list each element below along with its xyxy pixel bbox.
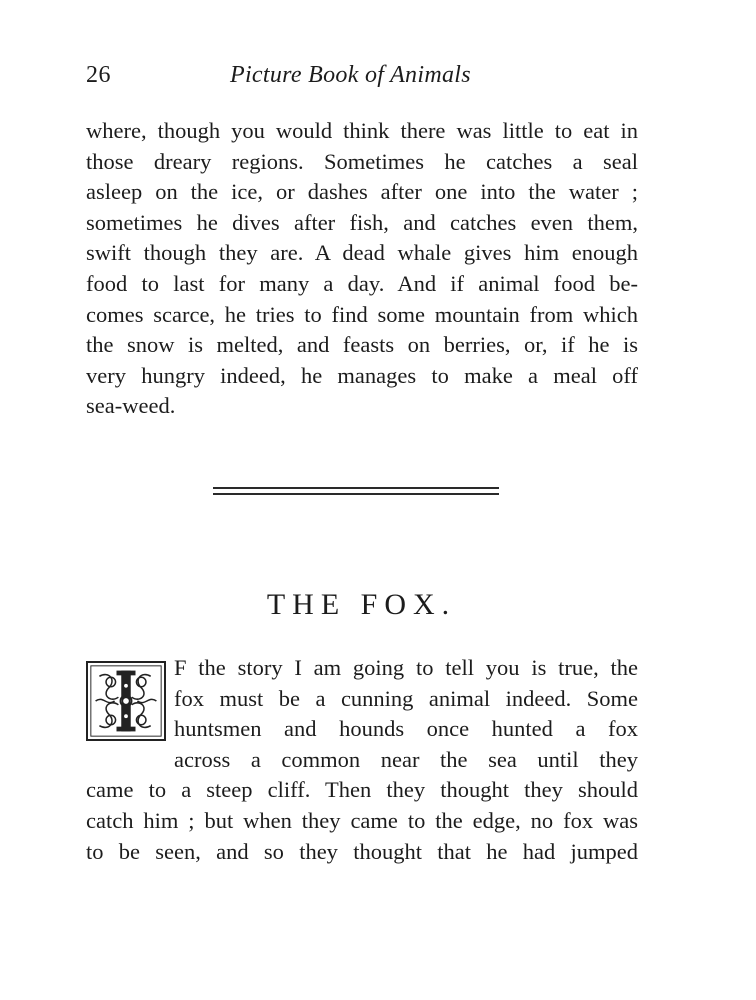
text-line: to be seen, and so they thought that he had jumped [86, 838, 638, 864]
text-line: food to last for many a day. And if animal food be- [86, 270, 638, 296]
page-header [86, 62, 672, 98]
text-line: catch him ; but when they came to the edge, no fox was [86, 807, 638, 833]
text-line: sea-weed. [86, 393, 176, 419]
text-line: the snow is melted, and feasts on berries, or, if he is [86, 332, 638, 358]
continued-paragraph [86, 116, 638, 422]
text-line: sometimes he dives after fish, and catches even them, [86, 209, 638, 235]
text-line: swift though they are. A dead whale gives him enough [86, 240, 638, 266]
running-title: Picture Book of Animals [230, 62, 471, 88]
text-line: those dreary regions. Sometimes he catches a seal [86, 148, 638, 174]
text-line: comes scarce, he tries to find some mountain from which [86, 301, 638, 327]
text-line: F the story I am going to tell you is true, the [174, 655, 638, 680]
text-line: where, though you would think there was little to eat in [86, 118, 638, 143]
page-number: 26 [86, 62, 111, 88]
text-line: very hungry indeed, he manages to make a meal off [86, 362, 638, 388]
section-divider-top [213, 487, 499, 489]
text-line: fox must be a cunning animal indeed. Some [174, 685, 638, 711]
text-line: across a common near the sea until they [174, 746, 638, 772]
text-line: came to a steep cliff. Then they thought they should [86, 777, 638, 803]
text-line: asleep on the ice, or dashes after one into the water ; [86, 179, 638, 205]
fox-paragraph [86, 653, 638, 867]
text-line: huntsmen and hounds once hunted a fox [174, 716, 638, 742]
section-title: THE FOX. [266, 588, 457, 621]
section-divider-bottom [213, 493, 499, 495]
